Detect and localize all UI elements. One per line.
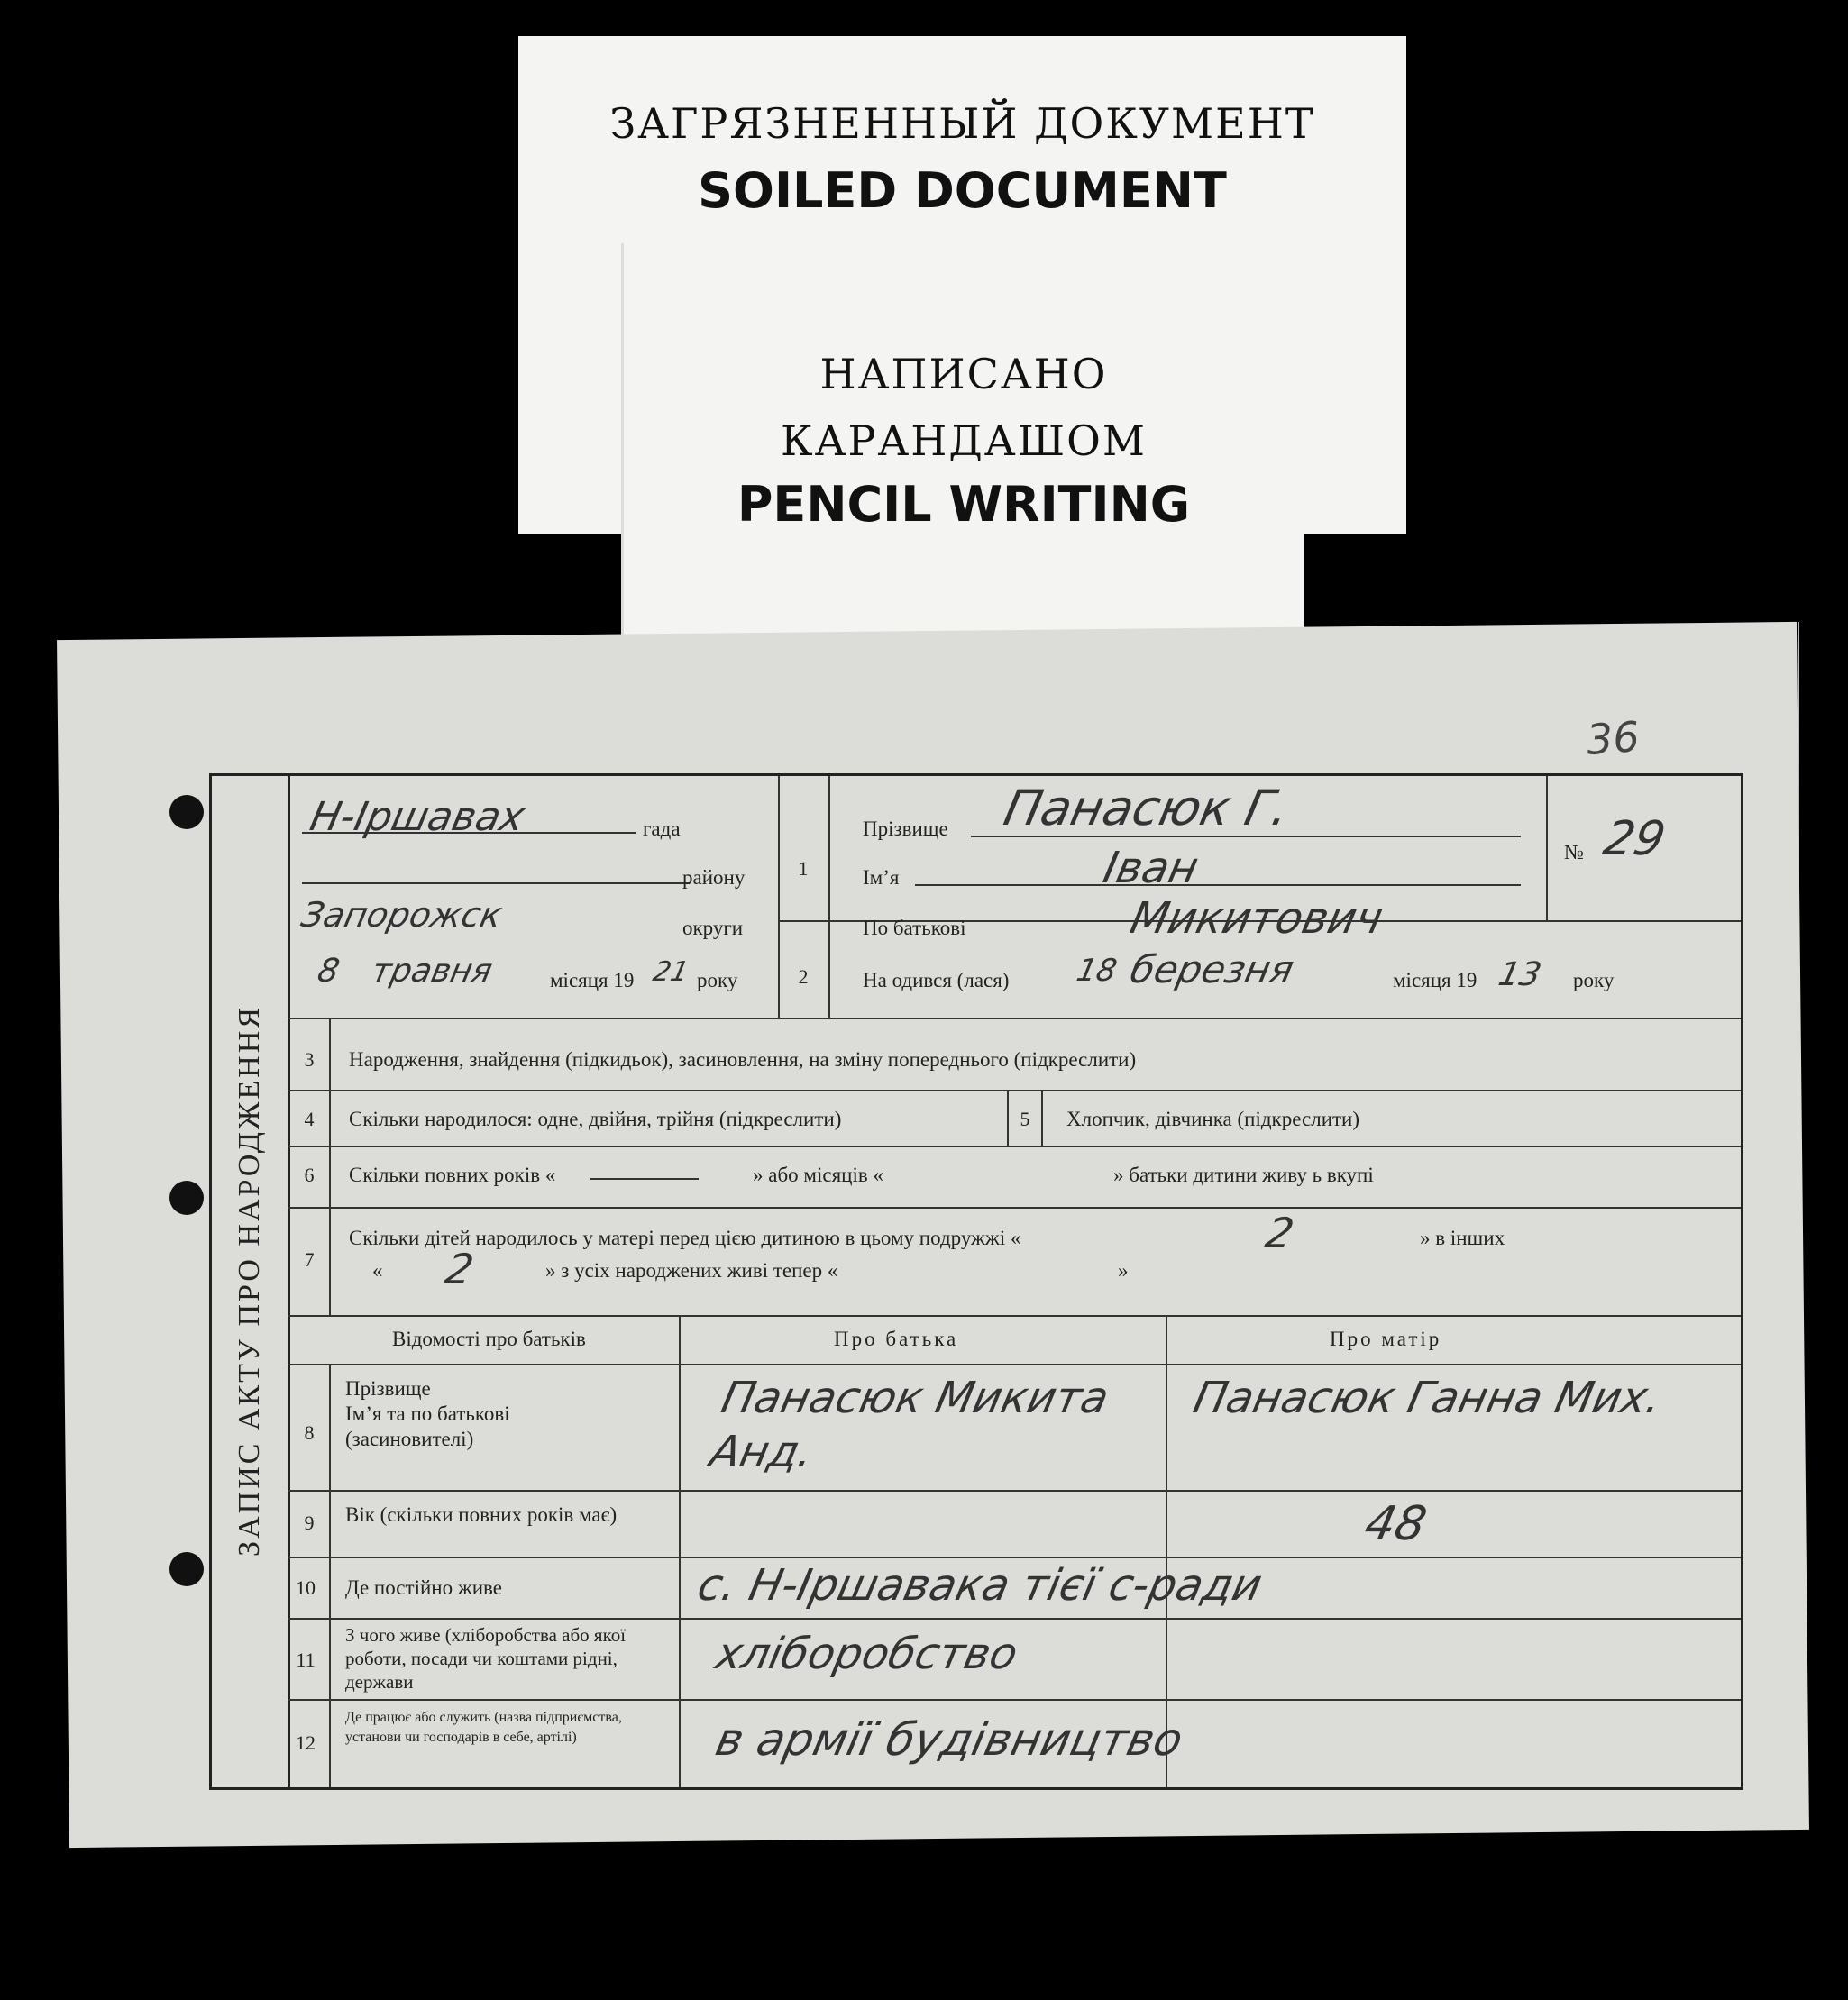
row-number: 7 bbox=[304, 1248, 315, 1271]
row6b-text: » або місяців « bbox=[753, 1164, 883, 1186]
row6a-text: Скільки повних років « bbox=[349, 1164, 556, 1186]
side-title-column bbox=[212, 776, 290, 1787]
hw-birth-year: 13 bbox=[1495, 956, 1545, 993]
row7e-text: » bbox=[1118, 1259, 1129, 1282]
col-parents: Відомості про батьків bbox=[392, 1328, 586, 1350]
label-no: № bbox=[1564, 841, 1584, 863]
label-roku: року bbox=[697, 969, 738, 991]
hw-reg-month: травня bbox=[368, 953, 496, 990]
col-mother: Про матір bbox=[1330, 1328, 1442, 1350]
row-number: 1 bbox=[798, 857, 809, 880]
hw-mother-age: 48 bbox=[1359, 1497, 1432, 1551]
row5-text: Хлопчик, дівчинка (підкреслити) bbox=[1066, 1108, 1360, 1130]
divider bbox=[288, 1315, 1741, 1317]
divider bbox=[288, 1699, 1741, 1701]
row7d-text: » з усіх народжених живі тепер « bbox=[545, 1259, 838, 1282]
divider bbox=[329, 1018, 331, 1315]
line bbox=[915, 884, 1521, 886]
label-surname: Прізвище bbox=[863, 817, 948, 840]
divider bbox=[329, 1364, 331, 1787]
page-number: 36 bbox=[1585, 712, 1642, 764]
hw-place: Н-Іршавах bbox=[306, 794, 529, 840]
row-number: 9 bbox=[304, 1511, 315, 1534]
line bbox=[590, 1178, 699, 1180]
divider bbox=[288, 1557, 1741, 1558]
hw-birth-day: 18 bbox=[1073, 953, 1121, 989]
label-born: На одився (лася) bbox=[863, 969, 1010, 991]
label-name: Ім’я bbox=[863, 866, 900, 889]
hw-occupation: хліборобство bbox=[711, 1629, 1022, 1679]
row-number: 11 bbox=[296, 1648, 316, 1671]
row3-text: Народження, знайдення (підкидьок), засиновлення, на зміну попереднього (підкреслити) bbox=[349, 1048, 1137, 1071]
label-born-month: місяця 19 bbox=[1393, 969, 1477, 991]
divider bbox=[288, 1146, 1741, 1147]
punch-hole bbox=[169, 795, 204, 829]
hw-children-alive: 2 bbox=[441, 1245, 479, 1293]
row-number: 3 bbox=[304, 1048, 315, 1071]
divider bbox=[288, 1490, 1741, 1492]
label-born-roku: року bbox=[1573, 969, 1615, 991]
hw-residence: с. Н-Іршавака тієї с-ради bbox=[693, 1560, 1267, 1611]
row-number: 2 bbox=[798, 965, 809, 988]
label-patronymic: По батькові bbox=[863, 917, 966, 939]
divider bbox=[288, 1207, 1741, 1209]
row-number: 4 bbox=[304, 1108, 315, 1130]
col-father: Про батька bbox=[834, 1328, 959, 1350]
row-number: 8 bbox=[304, 1421, 315, 1444]
row6c-text: » батьки дитини живу ь вкупі bbox=[1113, 1164, 1374, 1186]
row7c-text: « bbox=[372, 1259, 383, 1282]
row4-text: Скільки народилося: одне, двійня, трійня (підкреслити) bbox=[349, 1108, 842, 1130]
soiled-label-ru: ЗАГРЯЗНЕННЫЙ ДОКУМЕНТ bbox=[609, 99, 1315, 148]
hw-name: Іван bbox=[1099, 843, 1203, 893]
label-rada: гада bbox=[643, 817, 681, 840]
pencil-label-ru-2: КАРАНДАШОМ bbox=[781, 416, 1147, 465]
row9-text: Вік (скільки повних років має) bbox=[345, 1503, 618, 1526]
row-number: 10 bbox=[296, 1576, 316, 1599]
hw-okrug: Запорожск bbox=[297, 895, 506, 935]
divider bbox=[1546, 776, 1548, 920]
hw-children-before: 2 bbox=[1261, 1209, 1299, 1257]
hw-record-no: 29 bbox=[1598, 812, 1670, 866]
hw-surname: Панасюк Г. bbox=[999, 780, 1295, 836]
line bbox=[971, 836, 1521, 837]
soiled-label-en: SOILED DOCUMENT bbox=[698, 162, 1227, 219]
birth-record-form bbox=[209, 773, 1743, 1790]
row8-text: Прізвище Ім’я та по батькові (засиновителі) bbox=[345, 1377, 510, 1450]
row7a-text: Скільки дітей народилось у матері перед цією дитиною в цьому подружжі « bbox=[349, 1227, 1021, 1249]
pencil-label-en: PENCIL WRITING bbox=[736, 476, 1191, 533]
label-raionu: району bbox=[682, 866, 746, 889]
line bbox=[302, 832, 636, 834]
row-number: 12 bbox=[296, 1731, 316, 1754]
row-number: 6 bbox=[304, 1164, 315, 1186]
pencil-label-ru-1: НАПИСАНО bbox=[819, 350, 1108, 398]
punch-hole bbox=[169, 1552, 204, 1586]
hw-mother-name: Панасюк Ганна Мих. bbox=[1189, 1373, 1667, 1423]
hw-birth-month: березня bbox=[1126, 947, 1298, 991]
hw-patronymic: Микитович bbox=[1126, 893, 1387, 944]
hw-workplace: в армії будівництво bbox=[710, 1713, 1188, 1766]
divider bbox=[778, 776, 780, 1018]
divider bbox=[679, 1315, 681, 1787]
divider bbox=[288, 1090, 1741, 1091]
divider bbox=[288, 1618, 1741, 1620]
hw-reg-year: 21 bbox=[650, 956, 691, 988]
row-number: 5 bbox=[1020, 1108, 1030, 1130]
label-reg-date: місяця 19 bbox=[550, 969, 635, 991]
punch-hole bbox=[169, 1181, 204, 1215]
row7b-text: » в інших bbox=[1420, 1227, 1505, 1249]
divider bbox=[288, 1364, 1741, 1365]
label-okrugy: округи bbox=[682, 917, 744, 939]
side-title: ЗАПИС АКТУ ПРО НАРОДЖЕННЯ bbox=[233, 1005, 266, 1557]
row12-text: Де працює або служить (назва підприємства, установи чи господарів в себе, артілі) bbox=[345, 1710, 622, 1745]
hw-reg-day: 8 bbox=[314, 953, 343, 990]
pencil-writing-label bbox=[624, 243, 1304, 640]
row10-text: Де постійно живе bbox=[345, 1576, 502, 1599]
hw-father-name: Панасюк Микита Анд. bbox=[705, 1373, 1113, 1477]
divider bbox=[1041, 1090, 1043, 1146]
divider bbox=[288, 1018, 1741, 1019]
row11-text: З чого живе (хліборобства або якої роботи, посади чи коштами рідні, держави bbox=[345, 1624, 627, 1693]
line bbox=[302, 882, 690, 884]
divider bbox=[828, 776, 830, 1018]
